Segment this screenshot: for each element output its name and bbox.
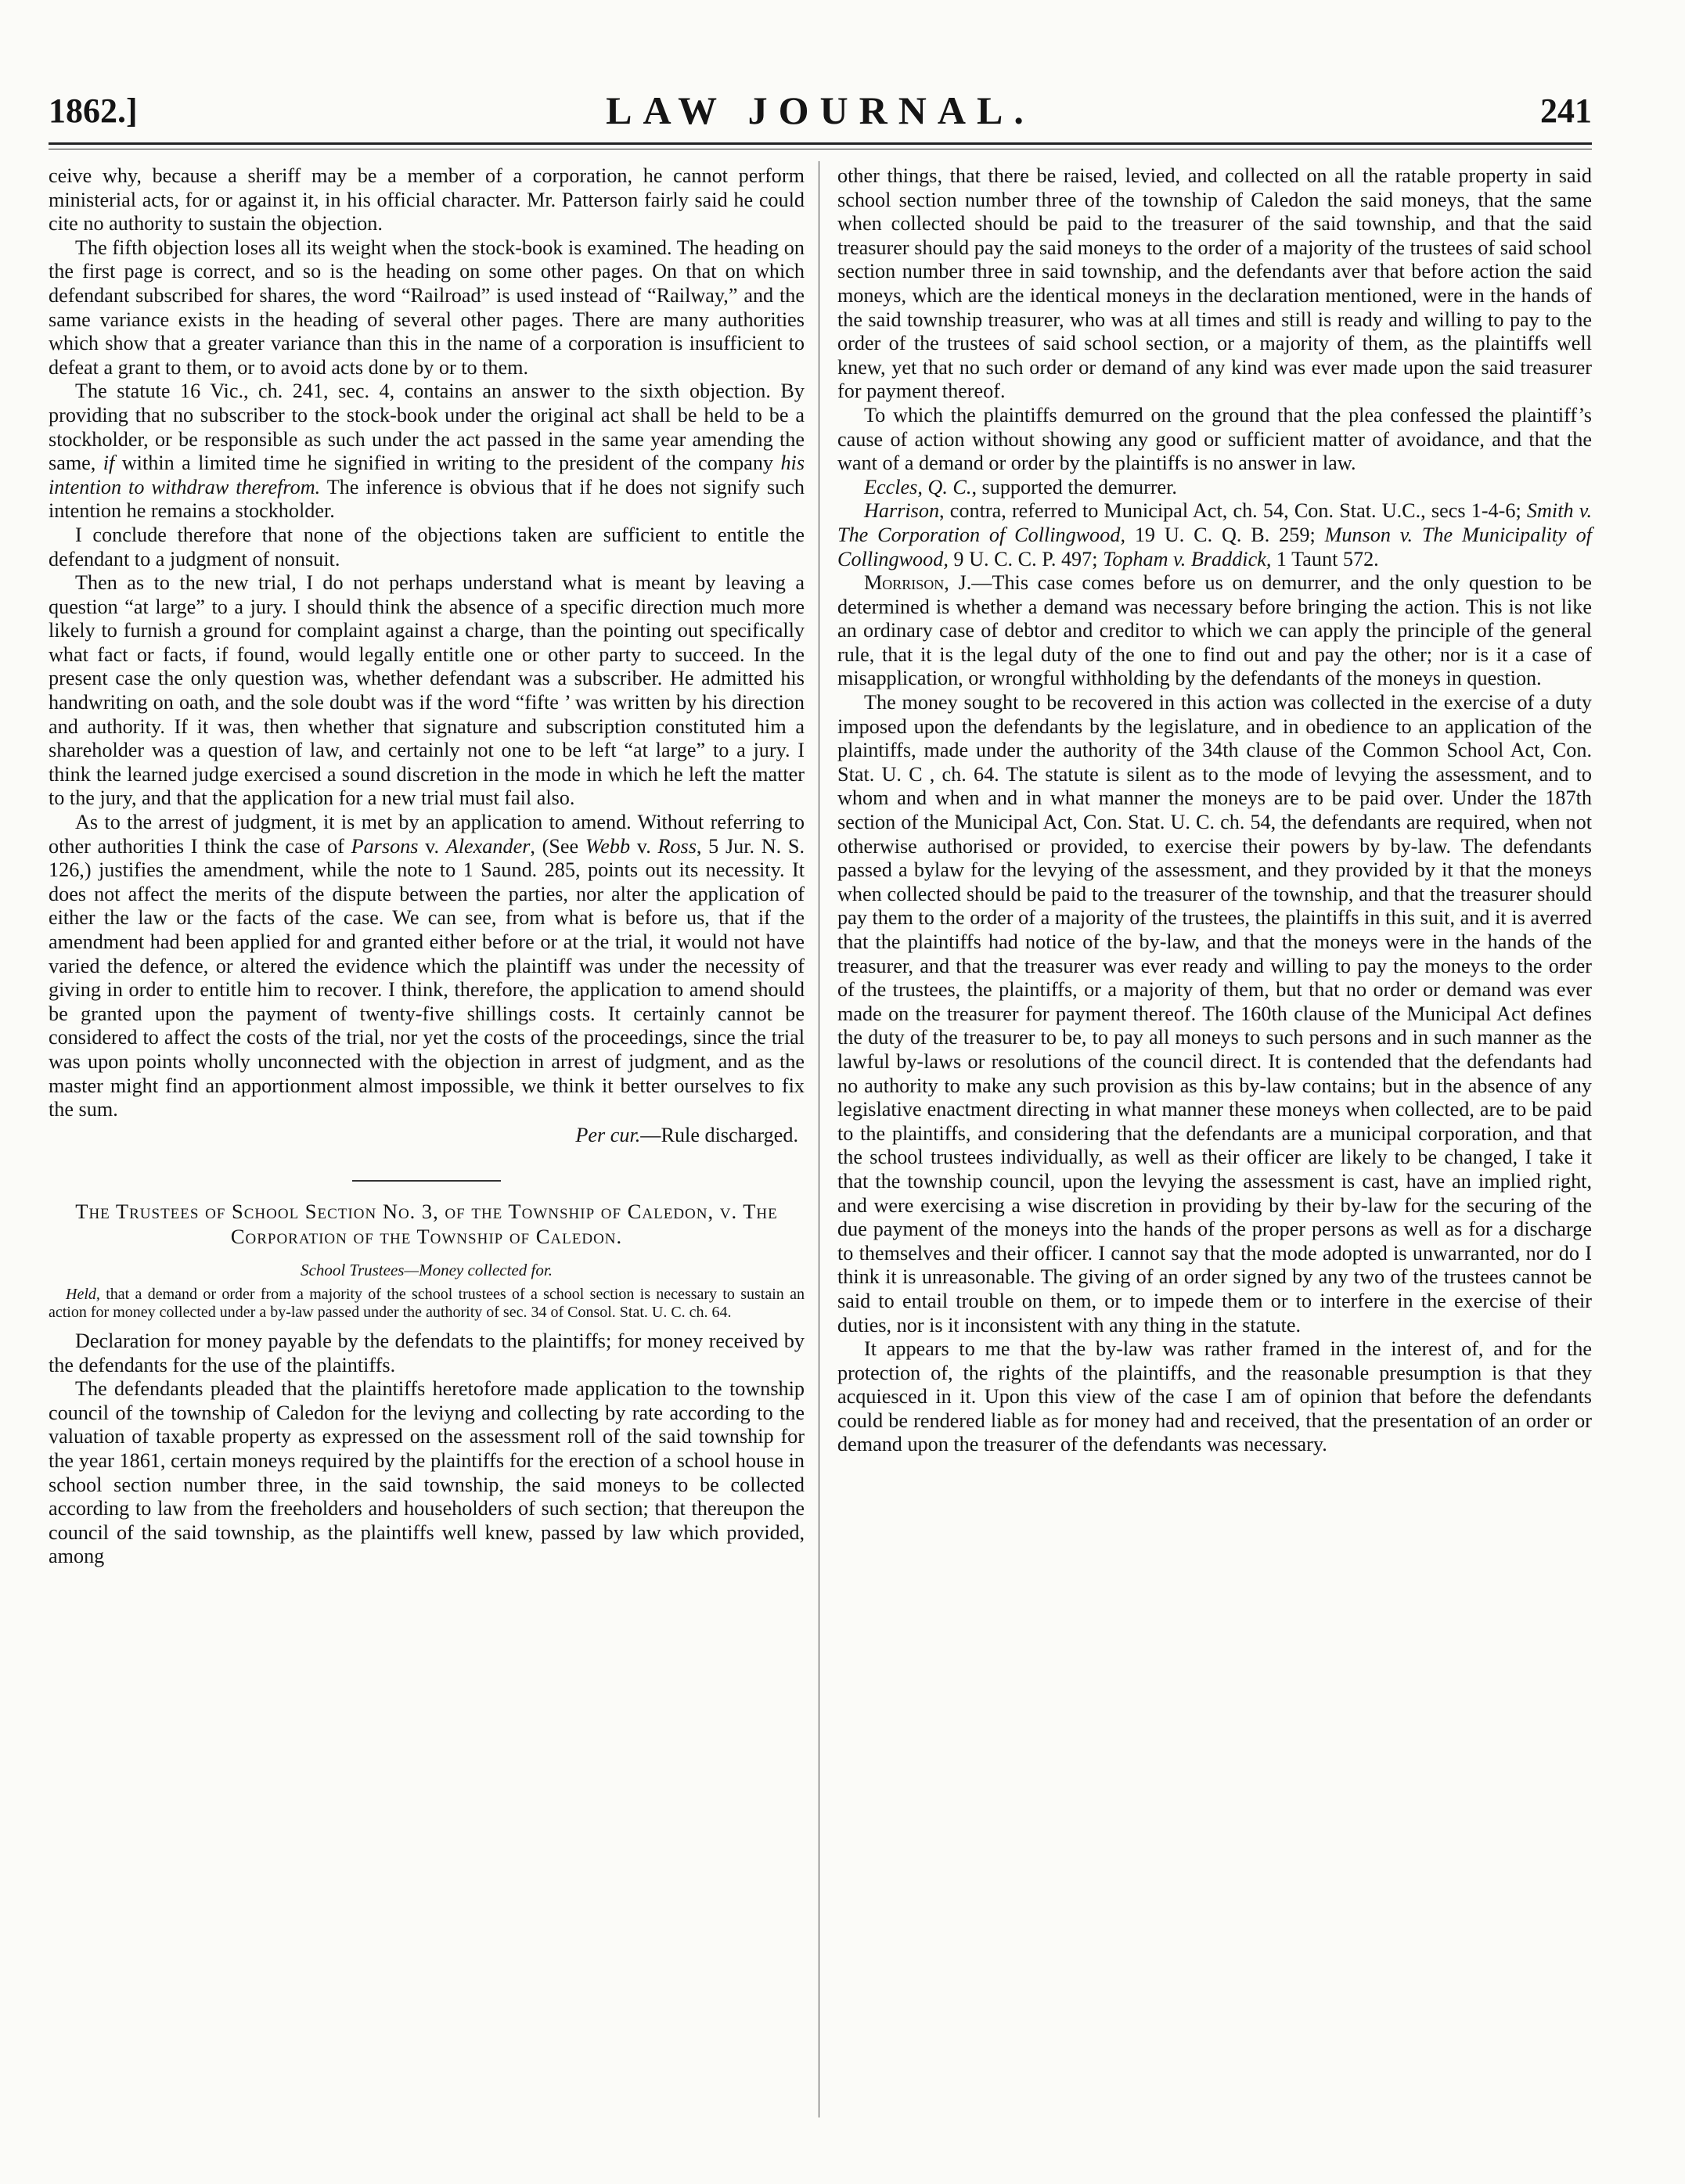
- page-number: 241: [1540, 92, 1592, 130]
- text-run: —This case comes before us on demurrer, and the only question to be determined is whether a demand was necessary before bringing the action. This is not like an ordinary case of debtor and creditor to which we can apply the principle of the general rule, that it is the legal duty of the one to find out and pay the other; nor is it a case of misapplication, or wrongful withholding by the defendants of the moneys in question.: [837, 571, 1592, 690]
- case-name: Parsons: [351, 834, 419, 858]
- case-name: Webb: [585, 834, 631, 858]
- text-run: within a limited time he signified in writing to the president of the company: [114, 452, 781, 475]
- paragraph: It appears to me that the by-law was rather framed in the interest of, and for the protection of, the rights of the plaintiffs, and the reasonable presumption is that they acquiesced in it. Upon this view of the case I am of opinion that before the defendants could be rendered liable as for money had and received, that the presentation of an order or demand upon the treasurer of the defendants was necessary.: [837, 1337, 1592, 1456]
- paragraph: The defendants pleaded that the plaintiffs heretofore made application to the township council of the township of Caledon for the leviyng and collecting by rate according to the valuation of taxable property as expressed on the assessment roll of the said township for the year 1861, certain moneys required by the plaintiffs for the erection of a school house in school section number three, in the said township, the said moneys to be collected according to law from the freeholders and householders of such section; that thereupon the council of the said township, as the plaintiffs well knew, passed by law which provided, among: [49, 1377, 805, 1568]
- right-column: [837, 164, 1592, 1457]
- catchline: School Trustees—Money collected for.: [301, 1261, 553, 1280]
- italic-run: his intention to withdraw therefrom.: [49, 452, 805, 498]
- text-run: The inference is obvious that if he does not signify such intention he remains a stockholder.: [49, 475, 805, 523]
- case-name: Smith v. The Corporation of Collingwood,: [837, 499, 1592, 546]
- counsel-paragraph: [837, 499, 1592, 571]
- text-run: As to the arrest of judgment, it is met by an application to amend. Without referring to other authorities I think the case of: [49, 811, 805, 858]
- paragraph: [49, 811, 805, 1122]
- paragraph: To which the plaintiffs demurred on the ground that the plea confessed the plaintiff’s cause of action without showing any good or sufficient matter of avoidance, and that the want of a demand or order by the plaintiffs is no answer in law.: [837, 403, 1592, 475]
- text-run: v.: [418, 834, 446, 858]
- left-column: [49, 164, 805, 1569]
- held-label: Held,: [66, 1285, 100, 1303]
- case-name: Topham v. Braddick,: [1103, 547, 1272, 570]
- text-run: 19 U. C. Q. B. 259;: [1125, 523, 1325, 546]
- text-run: The statute 16 Vic., ch. 241, sec. 4, contains an answer to the sixth objection. By providing that no subscriber to the stock-book under the original act shall be held to be a stockholder, or be responsible as such under the act passed in the same year amending the same,: [49, 380, 805, 475]
- header-rule-thick: [49, 142, 1592, 145]
- headnote: [49, 1286, 805, 1322]
- judge-name: Morrison, J.: [864, 571, 972, 595]
- text-run: , contra, referred to Municipal Act, ch. 54, Con. Stat. U.C., secs 1-4-6;: [939, 499, 1527, 523]
- paragraph: Then as to the new trial, I do not perhaps understand what is meant by leaving a question “at large” to a jury. I should think the absence of a specific direction much more likely to furnish a ground for complaint against a charge, than the pointing out specifically what fact or facts, if found, would legally entitle one or other party to succeed. In the present case the only question was, whether defendant was a subscriber. He admitted his handwriting on oath, and the sole doubt was if the word “fifte ’ was written by his direction and authority. If it was, then whether that signature and subscription constituted him a shareholder was a question of law, and certainly not one to be left “at large” to a jury. I think the learned judge exercised a sound discretion in the mode in which he left the matter to the jury, and that the application for a new trial must fail also.: [49, 571, 805, 810]
- italic-run: if: [103, 452, 115, 475]
- page-header: [49, 85, 1592, 139]
- case-name: Alexander: [445, 834, 531, 858]
- journal-title: LAW JOURNAL.: [606, 88, 1035, 132]
- text-run: , (See: [530, 834, 585, 858]
- case-title: The Trustees of School Section No. 3, of the Township of Caledon, v. The Corporation of the Township of Caledon.: [75, 1200, 778, 1249]
- per-curiam: [49, 1124, 805, 1148]
- text-run: v.: [630, 834, 658, 858]
- text-run: 9 U. C. C. P. 497;: [948, 547, 1104, 570]
- paragraph: The fifth objection loses all its weight when the stock-book is examined. The heading on the first page is correct, and so is the heading on some other pages. On that on which defendant subscribed for shares, the word “Railroad” is used instead of “Railway,” and the same variance exists in the heading of several other pages. There are many authorities which show that a greater variance than this in the name of a corporation is insufficient to defeat a grant to them, or to avoid acts done by or to them.: [49, 236, 805, 379]
- per-cur-label: Per cur.: [575, 1123, 641, 1146]
- paragraph: I conclude therefore that none of the objections taken are sufficient to entitle the defendant to a judgment of nonsuit.: [49, 523, 805, 570]
- paragraph: other things, that there be raised, levied, and collected on all the ratable property in said school section number three of the township of Caledon the said moneys, that the same when collected should be paid to the treasurer of the said township, and that the said treasurer should pay the said moneys to the order of a majority of the trustees of said school section number three in said township, and the defendants aver that before action the said moneys, which are the identical moneys in the declaration mentioned, were in the hands of the said township treasurer, who was at all times and still is ready and willing to pay to the order of the trustees of said school section, or a majority of them, as the plaintiffs well knew, yet that no such order or demand of any kind was ever made upon the said treasurer for payment thereof.: [837, 164, 1592, 403]
- counsel-paragraph: [837, 476, 1592, 500]
- counsel-name: Eccles, Q. C.: [864, 475, 972, 498]
- section-separator: [352, 1180, 501, 1182]
- text-run: , 5 Jur. N. S. 126,) justifies the amendment, while the note to 1 Saund. 285, points out its necessity. It does not affect the merits of the dispute between the parties, nor alter the application of either the law or the facts of the case. We can see, from what is before us, that if the amendment had been applied for and granted either before or at the trial, it would not have varied the defence, or altered the evidence which the plaintiff was under the necessity of giving in order to entitle him to recover. I think, therefore, the application to amend should be granted upon the payment of twenty-five shillings costs. It certainly cannot be considered to affect the costs of the trial, nor yet the costs of the proceedings, since the trial was upon points wholly unconnected with the objection in arrest of judgment, and as the master might find an apportionment almost impossible, we think it better ourselves to fix the sum.: [49, 834, 805, 1121]
- rule-discharged: —Rule discharged.: [640, 1123, 798, 1146]
- paragraph: Declaration for money payable by the defendats to the plaintiffs; for money received by the defendants for the use of the plaintiffs.: [49, 1329, 805, 1376]
- paragraph: The money sought to be recovered in this action was collected in the exercise of a duty imposed upon the defendants by the legislature, and in obedience to an application of the plaintiffs, made under the authority of the 34th clause of the Common School Act, Con. Stat. U. C , ch. 64. The statute is silent as to the mode of levying the assessment, and to whom and when and in what manner the moneys are to be paid over. Under the 187th section of the Municipal Act, Con. Stat. U. C. ch. 54, the defendants are required, when not otherwise authorised or provided, to exercise their powers by by-law. The defendants passed a bylaw for the levying of the assessment, and they provided by it that the moneys when collected should be paid to the treasurer of the township, and that the treasurer should pay them to the order of a majority of the trustees, the plaintiffs in this suit, and it is averred that the plaintiffs had notice of the by-law, and that the moneys were in the hands of the treasurer, and that the treasurer was ever ready and willing to pay the moneys to the order of the trustees, the plaintiffs, or a majority of them, but that no order or demand was ever made on the treasurer for payment thereof. The 160th clause of the Municipal Act defines the duty of the treasurer to be, to pay all moneys to such persons and in such manner as the lawful by-laws or resolutions of the council direct. It is contended that the defendants had no authority to make any such provision as this by-law contains; but in the absence of any legislative enactment directing in what manner these moneys when collected, are to be paid to the plaintiffs, and considering that the defendants are a municipal corporation, and that the school trustees individually, as well as their officer are likely to be changed, I take it that the township council, upon the levying the assessment is cast, have an implied right, and were exercising a wise discretion in providing by their by-law for the securing of the due payment of the moneys into the hands of the proper persons as well as for a discharge to themselves and their officer. I cannot say that the mode adopted is unwarranted, nor do I think it is unreasonable. The giving of an order signed by any two of the trustees cannot be said to entail trouble on them, or to impede them or to interfere in the exercise of their duties, nor is it inconsistent with any thing in the statute.: [837, 691, 1592, 1337]
- paragraph: [49, 380, 805, 524]
- case-name: Ross: [657, 834, 697, 858]
- held-text: that a demand or order from a majority of the school trustees of a school section is necessary to sustain an action for money collected under a by-law passed under the authority of sec. 34 of Consol. Stat. U. C. ch. 64.: [49, 1285, 805, 1321]
- text-run: 1 Taunt 572.: [1271, 547, 1379, 570]
- text-run: , supported the demurrer.: [971, 475, 1177, 498]
- paragraph: ceive why, because a sheriff may be a member of a corporation, he cannot perform ministerial acts, for or against it, in his official character. Mr. Patterson fairly said he could cite no authority to sustain the objection.: [49, 164, 805, 236]
- counsel-name: Harrison: [864, 499, 940, 523]
- judgment-paragraph: [837, 571, 1592, 691]
- header-year: 1862.]: [49, 92, 138, 130]
- case-name: Munson v. The Municipality of Collingwood,: [837, 523, 1592, 570]
